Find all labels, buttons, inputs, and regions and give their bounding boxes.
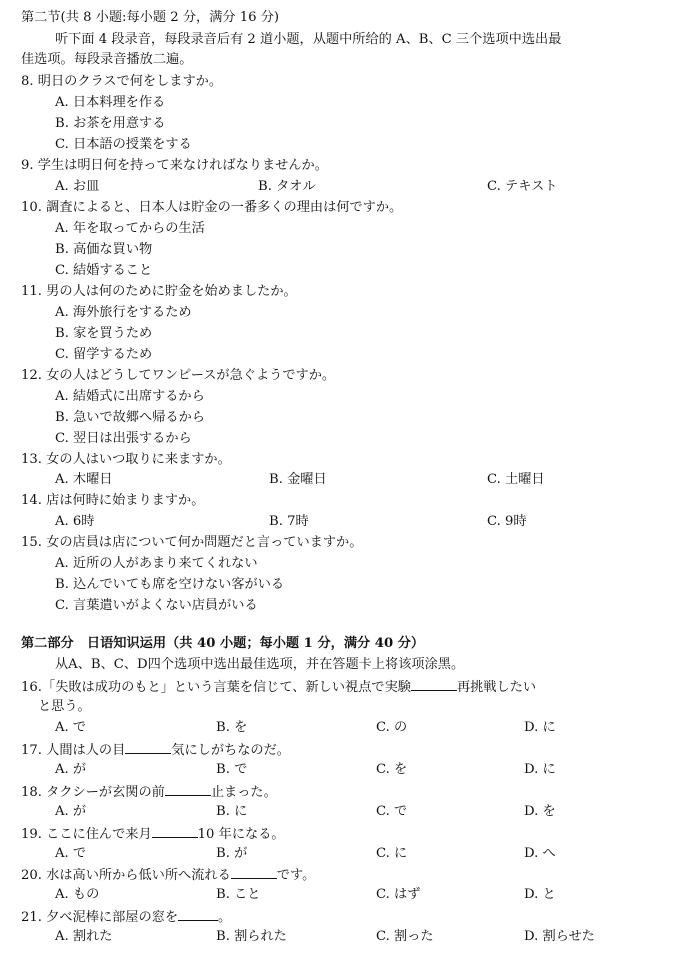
q20-option-c: C. はず [376,887,421,902]
q16-option-a: A. で [55,720,87,735]
part-instructions: 从A、B、C、D四个选项中选出最佳选项，并在答题卡上将该项涂黑。 [55,657,465,672]
q19-option-a: A. で [55,846,87,861]
q21-option-a: A. 割れた [55,929,113,944]
q17-stem-before: 17. 人間は人の目 [21,743,126,758]
q21-option-c: C. 割った [376,929,434,944]
q21-option-b: B. 割られた [216,929,287,944]
q14-option-b: B. 7時 [269,514,309,529]
q11-option-c: C. 留学するため [55,347,153,362]
question-20 [21,864,315,884]
q8-option-b: B. お茶を用意する [55,116,166,131]
q19-blank [152,823,198,838]
q16-option-b: B. を [216,720,248,735]
q8-option-c: C. 日本語の授業をする [55,137,192,152]
q18-option-b: B. に [216,804,248,819]
q14-option-a: A. 6時 [55,514,95,529]
q17-option-b: B. で [216,762,248,777]
q18-option-a: A. が [55,804,87,819]
q21-stem-before: 21. 夕べ泥棒に部屋の窓を [21,910,179,925]
question-9: 9. 学生は明日何を持って来なければなりませんか。 [21,158,328,173]
q12-option-a: A. 結婚式に出席するから [55,389,205,404]
q16-option-c: C. の [376,720,408,735]
question-11: 11. 男の人は何のために貯金を始めましたか。 [21,284,297,299]
q17-blank [125,739,171,754]
q21-stem-after: 。 [218,910,232,925]
q18-stem-after: 止まった。 [210,785,277,800]
q14-option-c: C. 9時 [487,514,527,529]
q13-option-b: B. 金曜日 [269,472,327,487]
q10-option-b: B. 高価な買い物 [55,242,153,257]
question-12: 12. 女の人はどうしてワンピースが急ぐようですか。 [21,368,336,383]
question-10: 10. 調査によると、日本人は貯金の一番多くの理由は何ですか。 [21,200,403,215]
question-18 [21,781,277,801]
question-14: 14. 店は何時に始まりますか。 [21,493,205,508]
q15-option-c: C. 言葉遣いがよくない店員がいる [55,598,258,613]
part-title: 第二部分 日语知识运用（共 40 小题；每小题 1 分，满分 40 分） [21,636,425,651]
q16-blank [411,676,457,691]
q20-stem-after: です。 [276,868,316,883]
q10-option-a: A. 年を取ってからの生活 [55,221,205,236]
question-16 [21,676,536,696]
q19-stem-before: 19. ここに住んで来月 [21,827,152,842]
q16-stem-before: 16.「失敗は成功のもと」という言葉を信じて、新しい視点で実験 [21,680,411,695]
q19-option-d: D. へ [524,846,556,861]
q13-option-a: A. 木曜日 [55,472,113,487]
q8-option-a: A. 日本料理を作る [55,95,166,110]
section-instructions-line2: 佳选项。每段录音播放二遍。 [21,52,193,67]
q21-blank [178,906,218,921]
q9-option-a: A. お皿 [55,179,100,194]
q11-option-b: B. 家を買うため [55,326,153,341]
q18-option-d: D. を [524,804,556,819]
q9-option-b: B. タオル [258,179,316,194]
q17-option-a: A. が [55,762,87,777]
q17-option-c: C. を [376,762,408,777]
question-8: 8. 明日のクラスで何をしますか。 [21,74,223,89]
q21-option-d: D. 割らせた [524,929,595,944]
question-13: 13. 女の人はいつ取りに来ますか。 [21,452,231,467]
q18-option-c: C. で [376,804,408,819]
q9-option-c: C. テキスト [487,179,558,194]
q11-option-a: A. 海外旅行をするため [55,305,192,320]
q15-option-b: B. 込んでいても席を空けない客がいる [55,577,285,592]
q16-stem-after: 再挑戦したい [456,680,537,695]
q20-stem-before: 20. 水は高い所から低い所へ流れる [21,868,231,883]
question-19 [21,823,285,843]
q18-stem-before: 18. タクシーが玄関の前 [21,785,165,800]
question-16-cont: と思う。 [38,699,91,714]
q12-option-c: C. 翌日は出張するから [55,431,192,446]
q19-option-c: C. に [376,846,408,861]
q17-stem-after: 気にしがちなのだ。 [171,743,290,758]
q20-option-d: D. と [524,887,556,902]
question-21 [21,906,231,926]
q15-option-a: A. 近所の人があまり来てくれない [55,556,258,571]
q12-option-b: B. 急いで故郷へ帰るから [55,410,205,425]
section-title: 第二节(共 8 小题:每小题 2 分，满分 16 分) [21,10,280,25]
section-instructions-line1: 听下面 4 段录音，每段录音后有 2 道小题，从题中所给的 A、B、C 三个选项中选出最 [55,32,562,47]
q10-option-c: C. 結婚すること [55,263,153,278]
q19-option-b: B. が [216,846,248,861]
q13-option-c: C. 土曜日 [487,472,545,487]
question-15: 15. 女の店員は店について何か問題だと言っていますか。 [21,535,363,550]
q19-stem-after: 10 年になる。 [197,827,285,842]
question-17 [21,739,290,759]
q20-blank [231,864,277,879]
q20-option-a: A. もの [55,887,100,902]
q20-option-b: B. こと [216,887,261,902]
q18-blank [165,781,211,796]
q17-option-d: D. に [524,762,556,777]
q16-option-d: D. に [524,720,556,735]
